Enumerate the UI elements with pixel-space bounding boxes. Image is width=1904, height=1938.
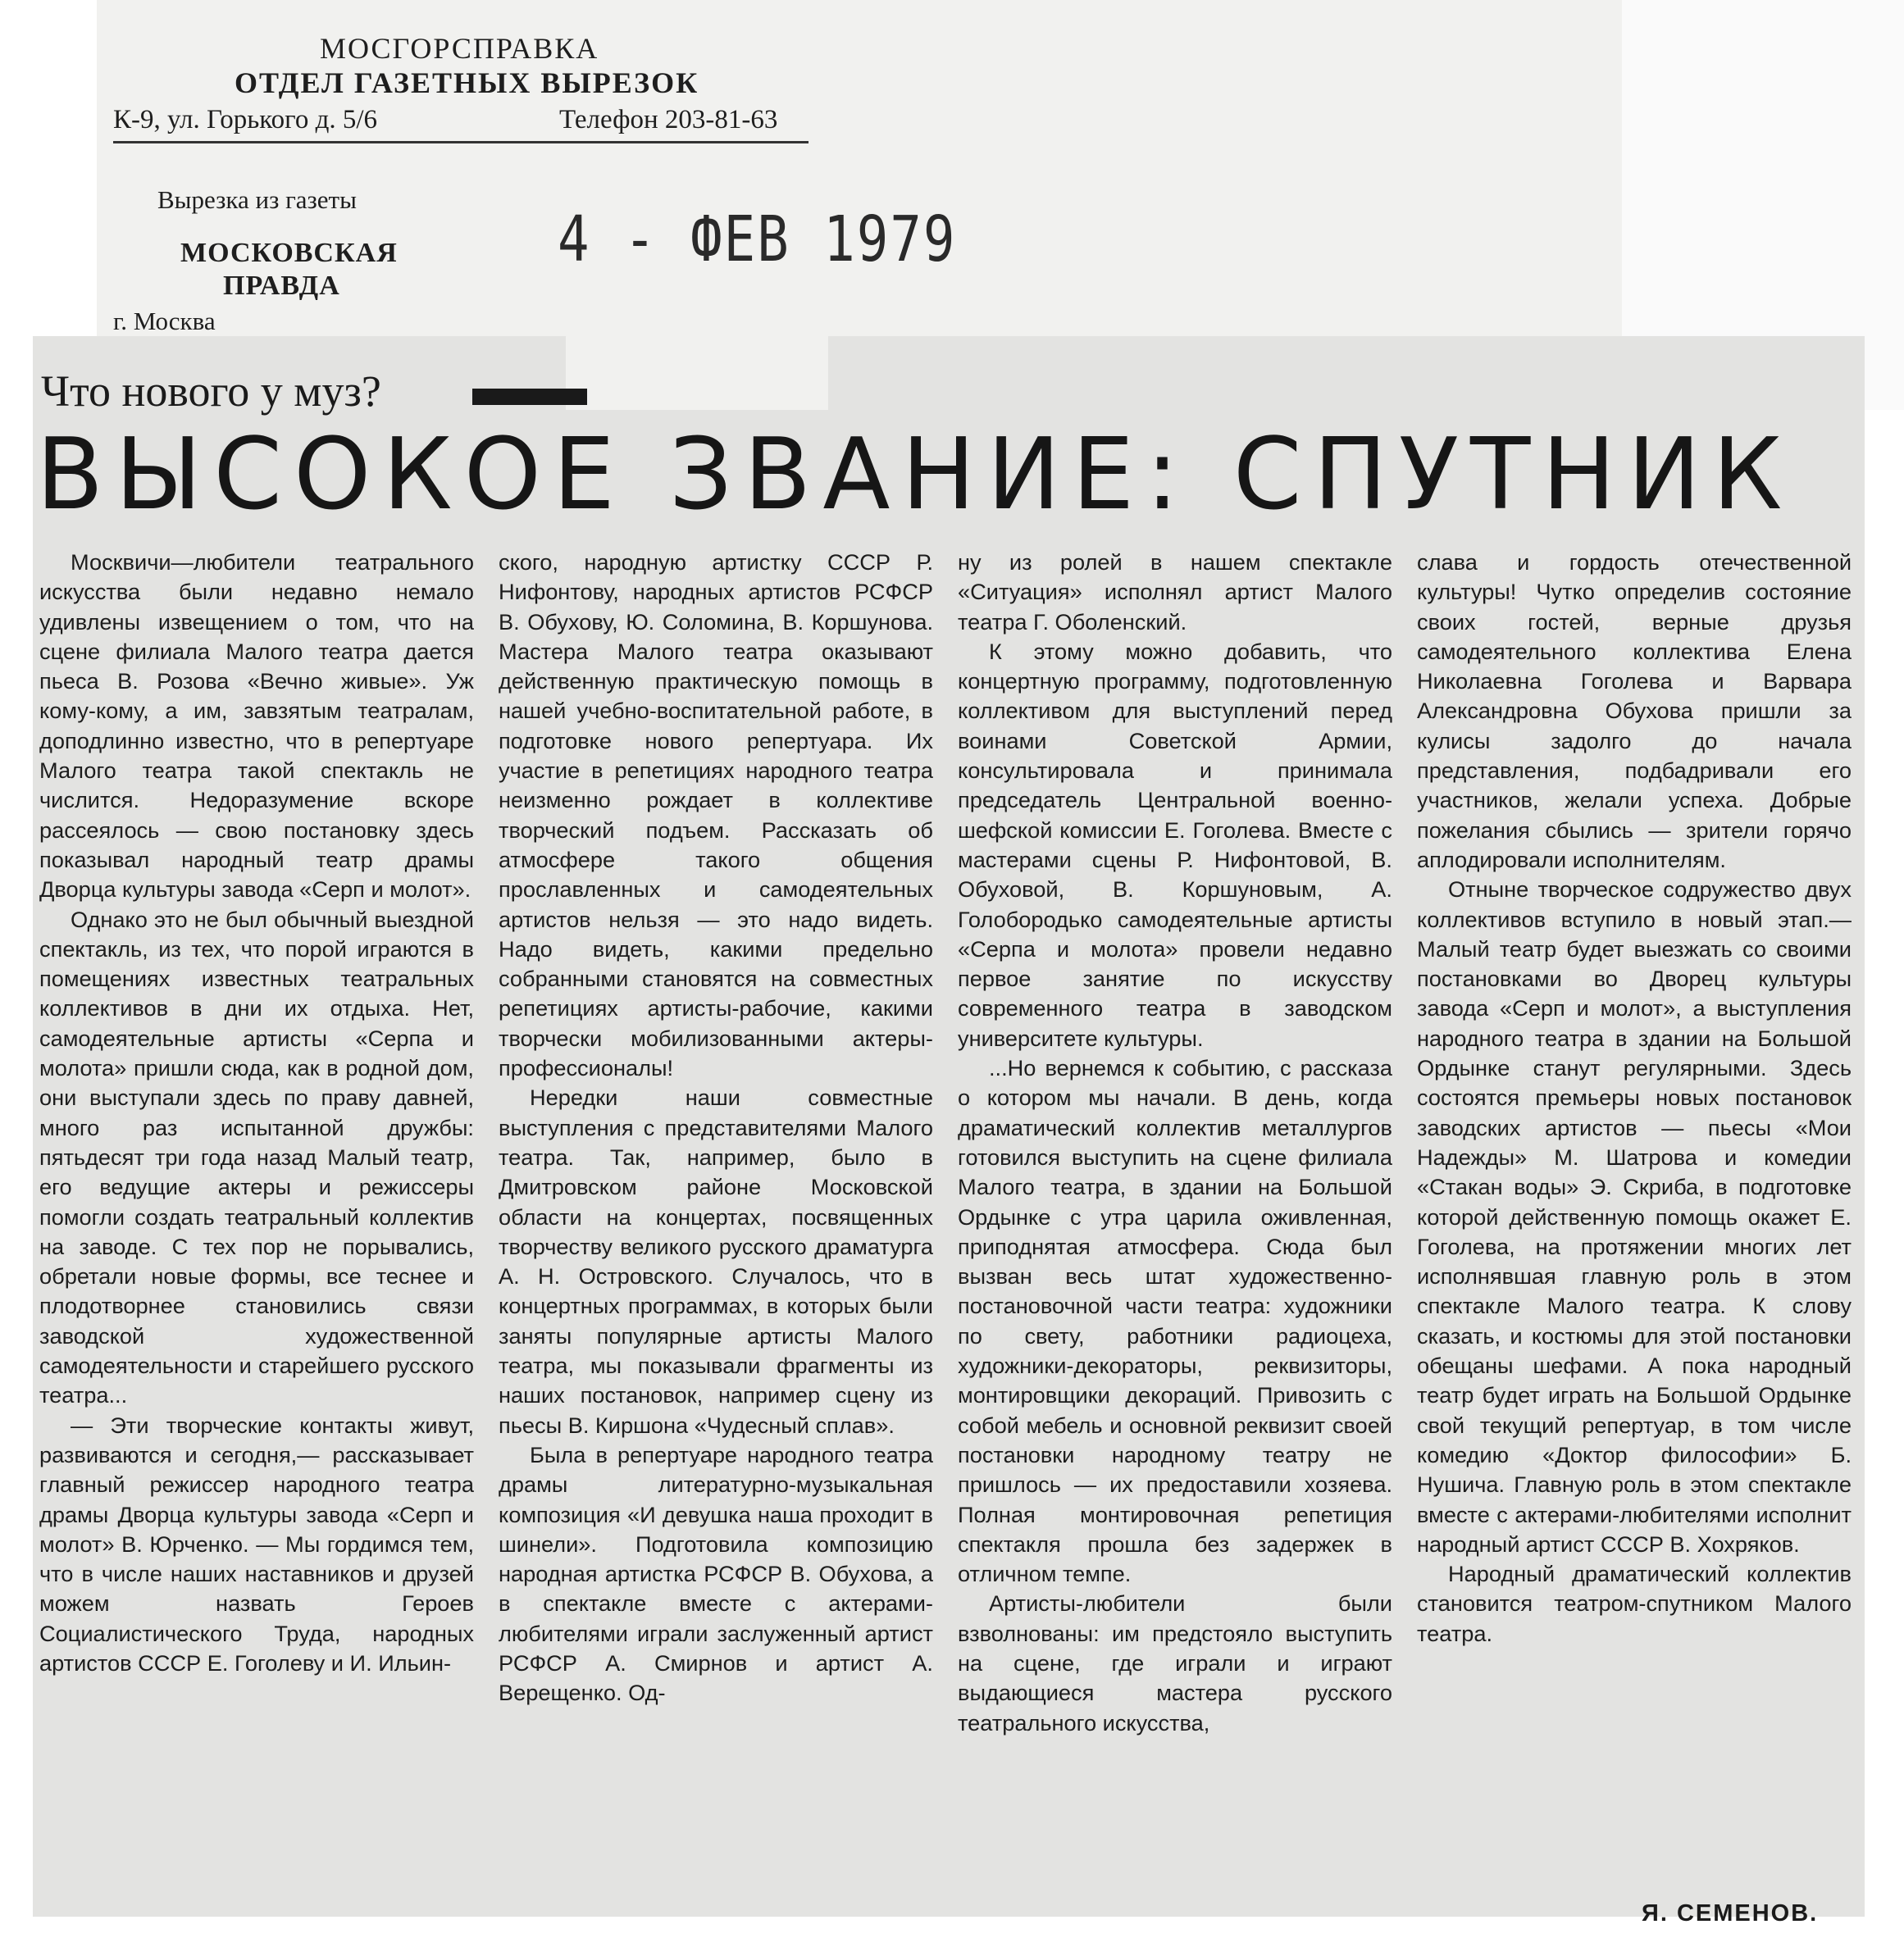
paragraph: Однако это не был обычный выездной спектакль, из тех, что порой играются в помещениях известных театральных коллективов в дни их отдыха. Нет, самодеятельные артисты «Серпа и молота» пришли сюда, как в родной дом, они выступали здесь по праву давней, много раз испытанной дружбы: пятьдесят три года назад Малый театр, его ведущие актеры и режиссеры помогли создать театральный коллектив на заводе. С тех пор не порывались, обретали новые формы, все теснее и плодотворнее становились связи заводской художественной самодеятельности и старейшего русского театра... [39, 906, 474, 1408]
paragraph: К этому можно добавить, что концертную программу, подготовленную коллективом для выступлений перед воинами Советской Армии, консультировала и принимала председатель Центральной военно-шефской комиссии Е. Гоголева. Вместе с мастерами сцены Р. Нифонтовой, В. Обуховой, В. Коршуновым, А. Голобородько самодеятельные артисты «Серпа и молота» провели недавно первое занятие по искусству современного театра в заводском университете культуры. [958, 638, 1392, 1051]
article-headline: ВЫСОКОЕ ЗВАНИЕ: СПУТНИК [36, 418, 1794, 532]
paragraph: Артисты-любители были взволнованы: им предстояло выступить на сцене, где играли и играют выдающиеся мастера русского театрального искусства, [958, 1590, 1392, 1736]
paragraph: Народный драматический коллектив становится театром-спутником Малого театра. [1417, 1561, 1852, 1646]
paragraph: ского, народную артистку СССР Р. Нифонтову, народных артистов РСФСР В. Обухову, Ю. Соломина, В. Коршунова. Мастера Малого театра оказывают действенную практическую помощь в нашей учебно-воспитательной работе, в подготовке нового репертуара. Их участие в репетициях народного театра неизменно рождает в коллективе творческий подъем. Рассказать об атмосфере такого общения прославленных и самодеятельных артистов нельзя — это надо видеть. Надо видеть, какими предельно собранными становятся на совместных репетициях артисты-рабочие, какими творчески мобилизованными актеры-профессионалы! [499, 549, 933, 1081]
paragraph: — Эти творческие контакты живут, развиваются и сегодня,— рассказывает главный режиссер народного театра драмы Дворца культуры завода «Серп и молот» В. Юрченко. — Мы гордимся тем, что в числе наших наставников и друзей можем назвать Героев Социалистического Труда, народных артистов СССР Е. Гоголеву и И. Ильин- [39, 1412, 474, 1676]
agency-name: МОСГОРСПРАВКА [320, 32, 599, 65]
paragraph: Отныне творческое содружество двух коллективов вступило в новый этап.— Малый театр будет выезжать со своими постановками во Дворец культуры завода «Серп и молот», а выступления народного театра в здании на Большой Ордынке станут регулярными. Здесь состоятся премьеры новых постановок заводских артистов — пьесы «Мои Надежды» М. Шатрова и комедии «Стакан воды» Э. Скриба, в подготовке которой действенную помощь окажет Е. Гоголева, на протяжении многих лет исполнявшая главную роль в этом спектакле Малого театра. К слову сказать, и костюмы для этой постановки обещаны шефами. А пока народный театр будет играть на Большой Ордынке свой текущий репертуар, в том числе комедию «Доктор философии» Б. Нушича. Главную роль в этом спектакле вместе с актерами-любителями исполнит народный артист СССР В. Хохряков. [1417, 876, 1852, 1557]
article-rubric: Что нового у муз? [41, 366, 381, 416]
article-column-2 [499, 548, 933, 1708]
date-stamp: 4 - ФЕВ 1979 [558, 203, 957, 277]
newspaper-name-line1: МОСКОВСКАЯ [180, 238, 398, 268]
label-divider [113, 141, 809, 143]
agency-phone: Телефон 203-81-63 [559, 105, 778, 134]
paragraph: Была в репертуаре народного театра драмы литературно-музыкальная композиция «И девушка наша проходит в шинели». Подготовила композицию народная артистка РСФСР В. Обухова, а в спектакле вместе с актерами-любителями играли заслуженный артист РСФСР А. Смирнов и артист А. Верещенко. Од- [499, 1441, 933, 1706]
paragraph: ну из ролей в нашем спектакле «Ситуация» исполнял артист Малого театра Г. Оболенский. [958, 549, 1392, 635]
author-byline: Я. СЕМЕНОВ. [1642, 1900, 1819, 1927]
clipping-notch [566, 336, 828, 410]
rubric-bar [472, 389, 587, 405]
newspaper-name-line2: ПРАВДА [223, 271, 340, 301]
paragraph: Москвичи—любители театрального искусства были недавно немало удивлены извещением о том, что на сцене филиала Малого театра дается пьеса В. Розова «Вечно живые». Уж кому-кому, а им, завзятым театралам, доподлинно известно, что в репертуаре Малого театра такой спектакль не числится. Недоразумение вскоре рассеялось — свою постановку здесь показывал народный театр драмы Дворца культуры завода «Серп и молот». [39, 549, 474, 903]
article-column-1 [39, 548, 474, 1678]
agency-department: ОТДЕЛ ГАЗЕТНЫХ ВЫРЕЗОК [235, 66, 699, 99]
paragraph: ...Но вернемся к событию, с рассказа о котором мы начали. В день, когда драматический коллектив металлургов готовился выступить на сцене филиала Малого театра, в здании на Большой Ордынке с утра царила оживленная, приподнятая атмосфера. Сюда был вызван весь штат художественно-постановочной части театра: художники по свету, работники радиоцеха, художники-декораторы, реквизиторы, монтировщики декораций. Привозить с собой мебель и основной реквизит своей постановки народному театру не пришлось — их предоставили хозяева. Полная монтировочная репетиция спектакля прошла без задержек в отличном темпе. [958, 1055, 1392, 1587]
article-column-4 [1417, 548, 1852, 1649]
clipping-source-caption: Вырезка из газеты [157, 185, 357, 214]
paragraph: Нередки наши совместные выступления с представителями Малого театра. Так, например, было в Дмитровском районе Московской области на концертах, посвященных творчеству великого русского драматурга А. Н. Островского. Случалось, что в концертных программах, в которых были заняты популярные артисты Малого театра, мы показывали фрагменты из наших постановок, например сцену из пьесы В. Киршона «Чудесный сплав». [499, 1085, 933, 1438]
newspaper-city: г. Москва [113, 307, 216, 335]
agency-address: К-9, ул. Горького д. 5/6 [113, 105, 378, 134]
article-column-3 [958, 548, 1392, 1738]
paragraph: слава и гордость отечественной культуры! Чутко определив состояние своих гостей, верные друзья самодеятельного коллектива Елена Николаевна Гоголева и Варвара Александровна Обухова пришли за кулисы задолго до начала представления, подбадривали его участников, желали успеха. Добрые пожелания сбылись — зрители горячо аплодировали исполнителям. [1417, 549, 1852, 872]
